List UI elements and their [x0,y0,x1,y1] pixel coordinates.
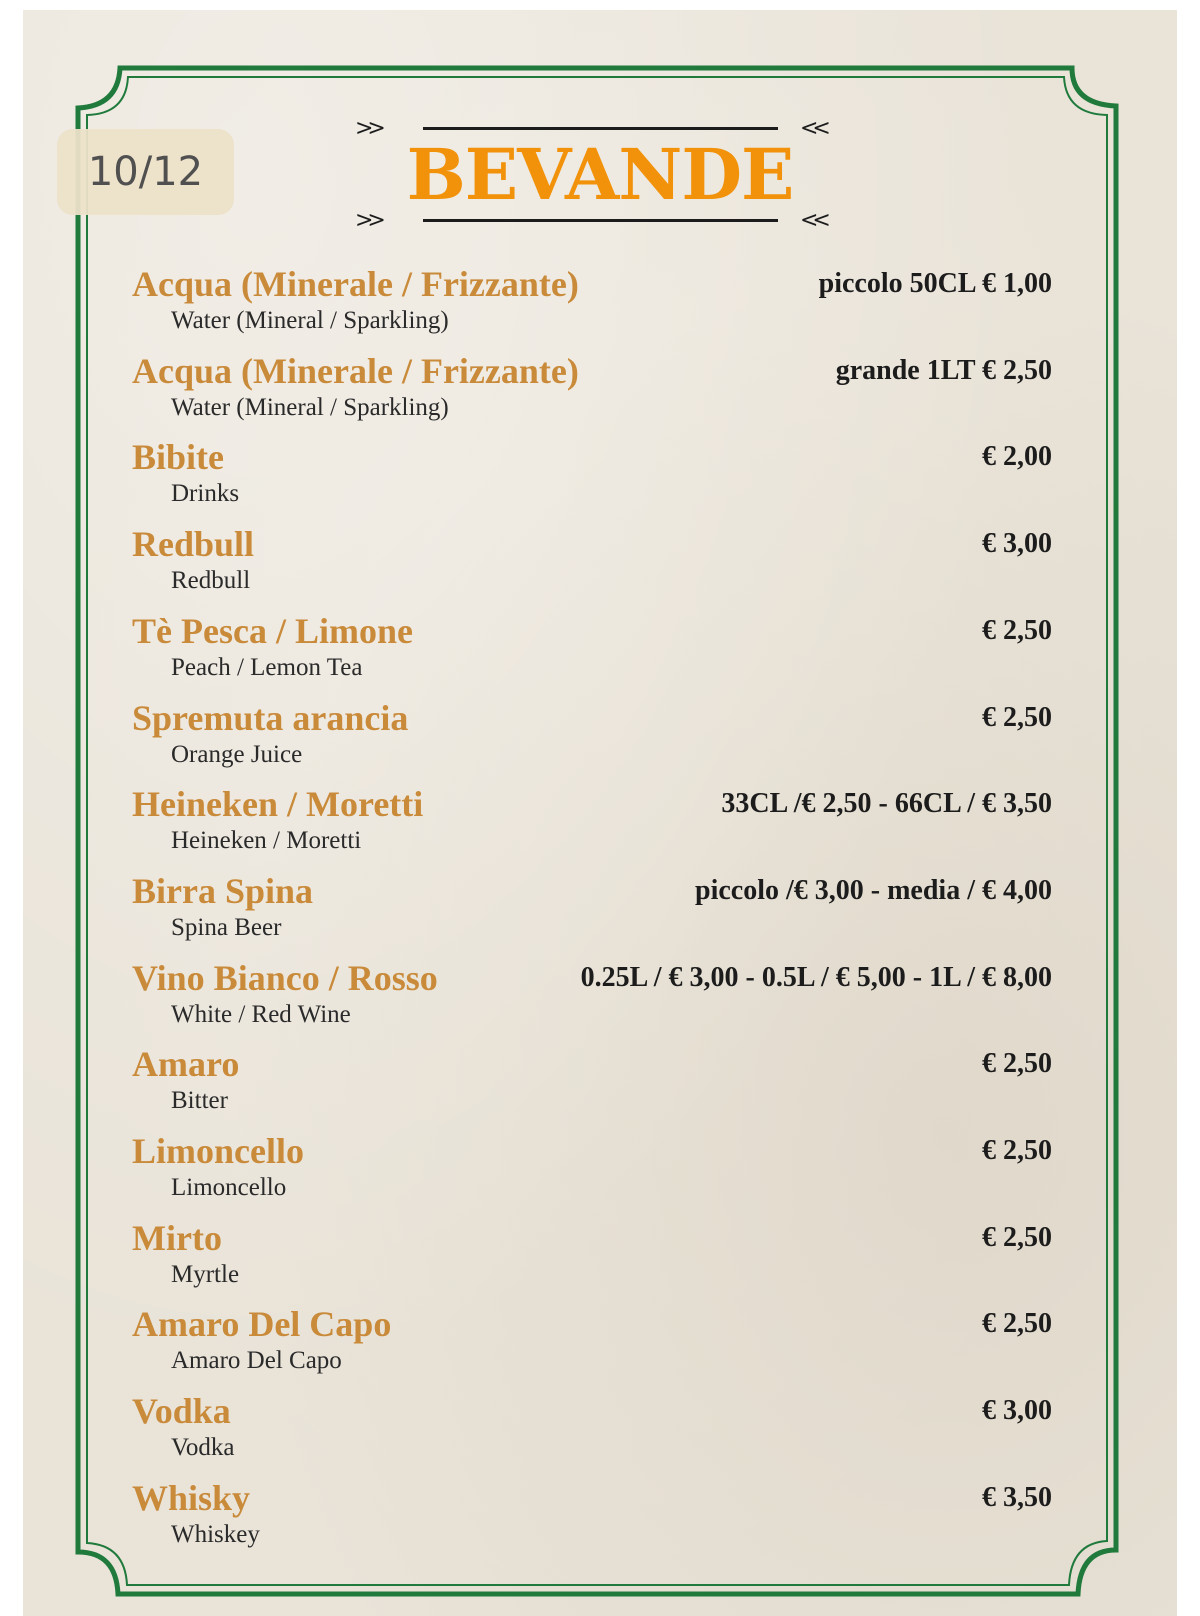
item-name: Redbull [132,524,255,565]
item-price: piccolo 50CL € 1,00 [818,268,1052,299]
item-translation: Vodka [171,1434,235,1462]
item-translation: Orange Juice [171,740,303,768]
item-translation: Peach / Lemon Tea [171,653,363,681]
item-price: 0.25L / € 3,00 - 0.5L / € 5,00 - 1L / € 8,00 [580,961,1052,993]
menu-item [132,1129,1052,1215]
item-price: € 3,50 [982,1481,1052,1513]
item-price: € 2,50 [982,1048,1052,1080]
item-name: Bibite [132,437,225,478]
page-title: BEVANDE [406,133,794,216]
title-top-rule [423,127,778,130]
menu-item [132,1216,1052,1302]
right-top-chevron-icon: << [800,116,825,141]
item-translation: Bitter [171,1087,228,1115]
item-name: Heineken / Moretti [132,784,424,825]
menu-item [132,262,1052,348]
item-translation: Limoncello [171,1174,287,1201]
item-translation: Drinks [171,480,240,508]
item-name: Acqua (Minerale / Frizzante) [132,264,579,304]
item-price: € 3,00 [982,1395,1052,1427]
item-price: 33CL /€ 2,50 - 66CL / € 3,50 [721,788,1052,820]
menu-item [132,609,1052,695]
item-name: Spremuta arancia [132,697,409,738]
item-name: Vodka [132,1391,231,1432]
item-name: Vino Bianco / Rosso [132,957,438,998]
menu-item [132,956,1052,1042]
item-price: € 2,50 [982,1221,1052,1253]
item-translation: Redbull [171,567,251,595]
item-translation: Heineken / Moretti [171,827,362,855]
menu-item [132,1042,1052,1128]
item-translation: White / Red Wine [171,1000,351,1028]
menu-item [132,1476,1052,1562]
item-price: € 2,50 [982,614,1052,646]
item-name: Whisky [132,1477,251,1518]
item-name: Amaro Del Capo [132,1304,392,1345]
item-price: grande 1LT € 2,50 [835,354,1052,386]
item-name: Mirto [132,1217,222,1258]
item-price: € 2,50 [982,1135,1052,1166]
left-top-chevron-icon: >> [355,116,380,141]
menu-item [132,1302,1052,1388]
left-bottom-chevron-icon: >> [355,208,380,233]
menu-item [132,522,1052,608]
item-translation: Whiskey [171,1520,260,1548]
item-name: Tè Pesca / Limone [132,610,413,651]
item-price: € 2,50 [982,701,1052,733]
item-translation: Water (Mineral / Sparkling) [171,393,449,421]
menu-item [132,696,1052,782]
page-indicator: 10/12 [57,129,234,215]
menu-item [132,1389,1052,1475]
item-translation: Water (Mineral / Sparkling) [171,307,449,334]
item-translation: Amaro Del Capo [171,1347,342,1375]
item-name: Limoncello [132,1131,304,1171]
title-bottom-rule [423,219,778,222]
item-name: Amaro [132,1044,240,1085]
item-name: Acqua (Minerale / Frizzante) [132,350,579,391]
item-translation: Myrtle [171,1260,240,1288]
item-price: piccolo /€ 3,00 - media / € 4,00 [695,874,1052,906]
menu-item [132,349,1052,435]
menu-item [132,869,1052,955]
menu-item [132,782,1052,868]
right-bottom-chevron-icon: << [800,208,825,233]
item-price: € 2,50 [982,1308,1052,1340]
item-name: Birra Spina [132,870,314,911]
item-price: € 3,00 [982,528,1052,560]
menu-item [132,435,1052,521]
item-price: € 2,00 [982,441,1052,473]
item-translation: Spina Beer [171,913,282,941]
